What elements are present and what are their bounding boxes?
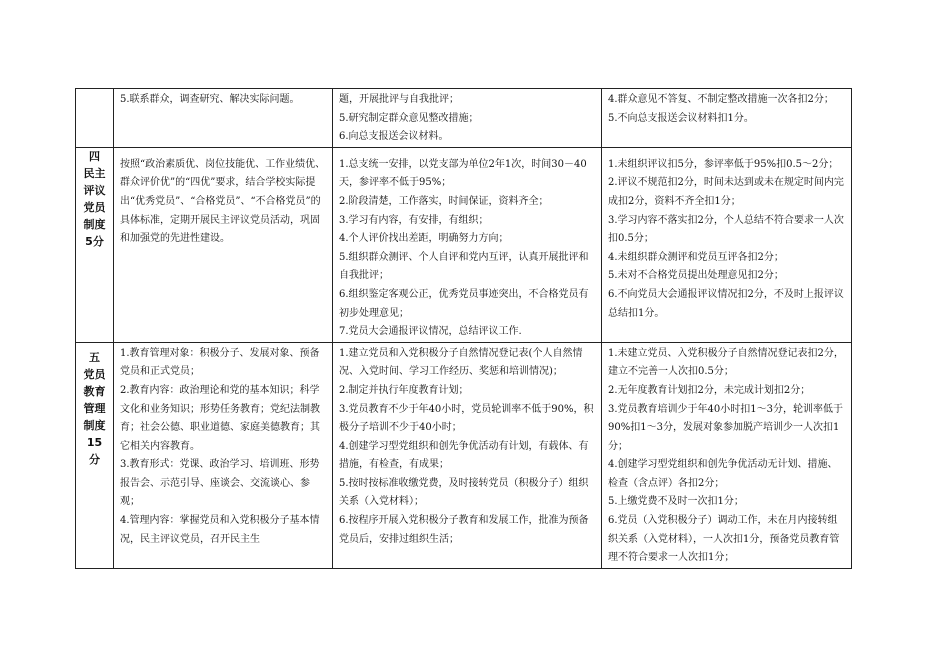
scoring-item: 6.不向党员大会通报评议情况扣2分，不及时上报评议总结扣1分。	[608, 288, 844, 319]
section-header-line: 管理	[83, 401, 106, 415]
scoring-item: 4.创建学习型党组织和创先争优活动无计划、措施、检查（含点评）各扣2分；	[608, 459, 838, 489]
standard-item: 3.党员教育不少于年40小时，党员轮训率不低于90%，积极分子培训不少于40小时；	[339, 403, 594, 434]
section-header-line: 5分	[85, 234, 104, 248]
requirement-text: 1.教育管理对象：积极分子、发展对象、预备党员和正式党员；	[120, 347, 320, 378]
scoring-item: 5.不向总支报送会议材料扣1分。	[608, 112, 754, 124]
scoring-item: 2.无年度教育计划扣2分，未完成计划扣2分；	[608, 384, 811, 396]
scoring-item: 2.评议不规范扣2分，时间未达到或未在规定时间内完成扣2分，资料不齐全扣1分；	[608, 177, 844, 207]
section-header-line: 民主	[83, 166, 106, 180]
standard-cell	[333, 147, 602, 342]
standard-item: 2.制定并执行年度教育计划；	[339, 384, 469, 396]
requirement-cell	[114, 342, 333, 568]
requirement-cell	[114, 89, 333, 148]
section-header-line: 党员	[83, 200, 106, 214]
requirement-text: 2.教育内容：政治理论和党的基本知识；科学文化和业务知识；形势任务教育；党纪法制教育；社会公德、职业道德、家庭美德教育；其它相关内容教育。	[120, 384, 320, 452]
scoring-item: 5.上缴党费不及时一次扣1分；	[608, 496, 744, 508]
requirement-text: 按照“政治素质优、岗位技能优、工作业绩优、群众评价优”的“四优”要求，结合学校实际提出“优秀党员”、“合格党员”、“不合格党员”的具体标准，定期开展民主评议党员活动，巩固和加强党的先进性建设。	[120, 158, 326, 245]
scoring-item: 3.党员教育培训少于年40小时扣1～3分，轮训率低于90%扣1～3分，发展对象参加脱产培训少一人次扣1分；	[608, 403, 843, 452]
standard-cell	[333, 342, 602, 568]
scoring-item: 4.群众意见不答复、不制定整改措施一次各扣2分；	[608, 94, 834, 105]
standard-item: 7.党员大会通报评议情况，总结评议工作.	[339, 326, 522, 338]
standard-item: 3.学习有内容，有安排，有组织；	[339, 214, 489, 226]
standard-item: 题，开展批评与自我批评；	[339, 94, 459, 105]
evaluation-table	[75, 88, 852, 569]
scoring-cell	[602, 147, 852, 342]
section-header-line: 15分	[86, 435, 103, 466]
section-header-line: 四	[89, 149, 100, 163]
requirement-text: 4.管理内容：掌握党员和入党积极分子基本情况，民主评议党员，召开民主生	[120, 515, 320, 545]
scoring-item: 4.未组织群众测评和党员互评各扣2分；	[608, 251, 784, 263]
section-header-line: 教育	[83, 384, 106, 398]
standard-item: 5.按时按标准收缴党费，及时接转党员（积极分子）组织关系（入党材料）；	[339, 477, 589, 508]
scoring-cell	[602, 342, 852, 568]
requirement-text: 3.教育形式：党课、政治学习、培训班、形势报告会、示范引导、座谈会、交流谈心、参观；	[120, 459, 320, 508]
section-header-line: 制度	[83, 217, 106, 231]
section-header-line: 党员	[83, 367, 106, 381]
scoring-item: 1.未建立党员、入党积极分子自然情况登记表扣2分，建立不完善一人次扣0.5分；	[608, 347, 844, 378]
scoring-item: 5.未对不合格党员提出处理意见扣2分；	[608, 270, 784, 282]
section-header	[76, 342, 114, 568]
standard-item: 1.总支统一安排，以党支部为单位2年1次，时间30－40天，参评率不低于95%；	[339, 158, 587, 189]
scoring-item: 6.党员（入党积极分子）调动工作，未在月内接转组织关系（入党材料），一人次扣1分，预备党员教育管理不符合要求一人次扣1分；	[608, 515, 840, 564]
standard-item: 5.研究制定群众意见整改措施；	[339, 112, 479, 124]
standard-item: 2.阶段清楚，工作落实，时间保证，资料齐全；	[339, 195, 549, 207]
section-header-line: 五	[89, 350, 100, 364]
standard-item: 6.组织鉴定客观公正，优秀党员事迹突出，不合格党员有初步处理意见；	[339, 288, 589, 319]
scoring-item: 3.学习内容不落实扣2分，个人总结不符合要求一人次扣0.5分；	[608, 214, 844, 245]
requirement-text: 5.联系群众，调查研究、解决实际问题。	[120, 94, 300, 105]
section-header	[76, 147, 114, 342]
section-header-line: 评议	[83, 183, 106, 197]
table-row	[76, 147, 852, 342]
standard-item: 4.个人评价找出差距，明确努力方向；	[339, 233, 509, 245]
table-row	[76, 342, 852, 568]
scoring-item: 1.未组织评议扣5分，参评率低于95%扣0.5～2分；	[608, 158, 839, 170]
standard-item: 6.向总支报送会议材料。	[339, 131, 449, 143]
section-header-line: 制度	[83, 418, 106, 432]
section-header	[76, 89, 114, 148]
standard-item: 5.组织群众测评、个人自评和党内互评，认真开展批评和自我批评；	[339, 251, 589, 282]
scoring-cell	[602, 89, 852, 148]
standard-item: 6.按程序开展入党积极分子教育和发展工作，批准为预备党员后，安排过组织生活；	[339, 515, 589, 545]
table-row	[76, 89, 852, 148]
standard-cell	[333, 89, 602, 148]
requirement-cell	[114, 147, 333, 342]
standard-item: 1.建立党员和入党积极分子自然情况登记表(个人自然情况、入党时间、学习工作经历、奖惩和培训情况)；	[339, 347, 583, 378]
standard-item: 4.创建学习型党组织和创先争优活动有计划，有载体、有措施，有检查，有成果；	[339, 440, 589, 471]
